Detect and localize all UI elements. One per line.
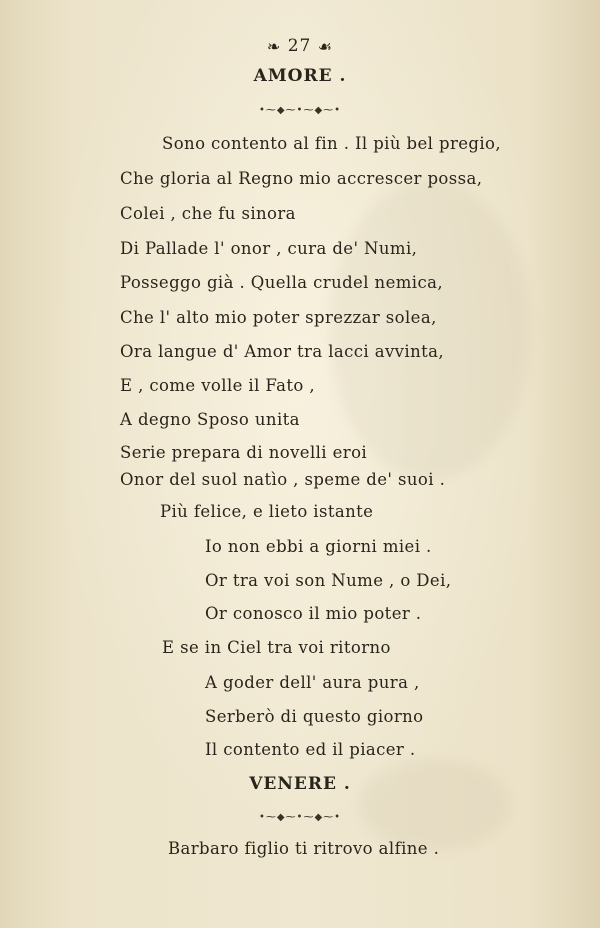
- ornamental-divider: •⁓◆⁓•⁓◆⁓•: [258, 105, 342, 116]
- verse-line: E , come volle il Fato ,: [120, 376, 316, 395]
- verse-line: Onor del suol natìo , speme de' suoi .: [120, 470, 446, 489]
- verse-line: Sono contento al fin . Il più bel pregio,: [162, 134, 502, 153]
- page-header: [0, 36, 600, 56]
- verse-line: Colei , che fu sinora: [120, 204, 296, 223]
- aria-line: Or tra voi son Nume , o Dei,: [205, 571, 452, 590]
- venere-verse-line: Barbaro figlio ti ritrovo alfine .: [168, 839, 440, 858]
- aria-line: E se in Ciel tra voi ritorno: [162, 638, 391, 657]
- verse-line: Che l' alto mio poter sprezzar solea,: [120, 308, 437, 327]
- speaker-venere: VENERE .: [249, 774, 351, 794]
- aria-line: Il contento ed il piacer .: [205, 740, 416, 759]
- verse-line: Di Pallade l' onor , cura de' Numi,: [120, 239, 418, 258]
- aria-line: A goder dell' aura pura ,: [205, 673, 420, 692]
- aria-line: Or conosco il mio poter .: [205, 604, 422, 623]
- aria-line: Più felice, e lieto istante: [160, 502, 374, 521]
- verse-line: Serie prepara di novelli eroi: [120, 443, 368, 462]
- show-through-stain: [330, 180, 530, 480]
- ornamental-divider: •⁓◆⁓•⁓◆⁓•: [258, 812, 342, 823]
- verse-line: A degno Sposo unita: [120, 410, 300, 429]
- fleuron-left-icon: ❧: [266, 37, 282, 56]
- verse-line: Posseggo già . Quella crudel nemica,: [120, 273, 443, 292]
- aria-line: Serberò di questo giorno: [205, 707, 424, 726]
- page-number: 27: [287, 36, 312, 56]
- verse-line: Ora langue d' Amor tra lacci avvinta,: [120, 342, 445, 361]
- fleuron-right-icon: ☙: [317, 37, 334, 56]
- speaker-amore: AMORE .: [253, 66, 347, 86]
- verse-line: Che gloria al Regno mio accrescer possa,: [120, 169, 483, 188]
- aria-line: Io non ebbi a giorni miei .: [205, 537, 432, 556]
